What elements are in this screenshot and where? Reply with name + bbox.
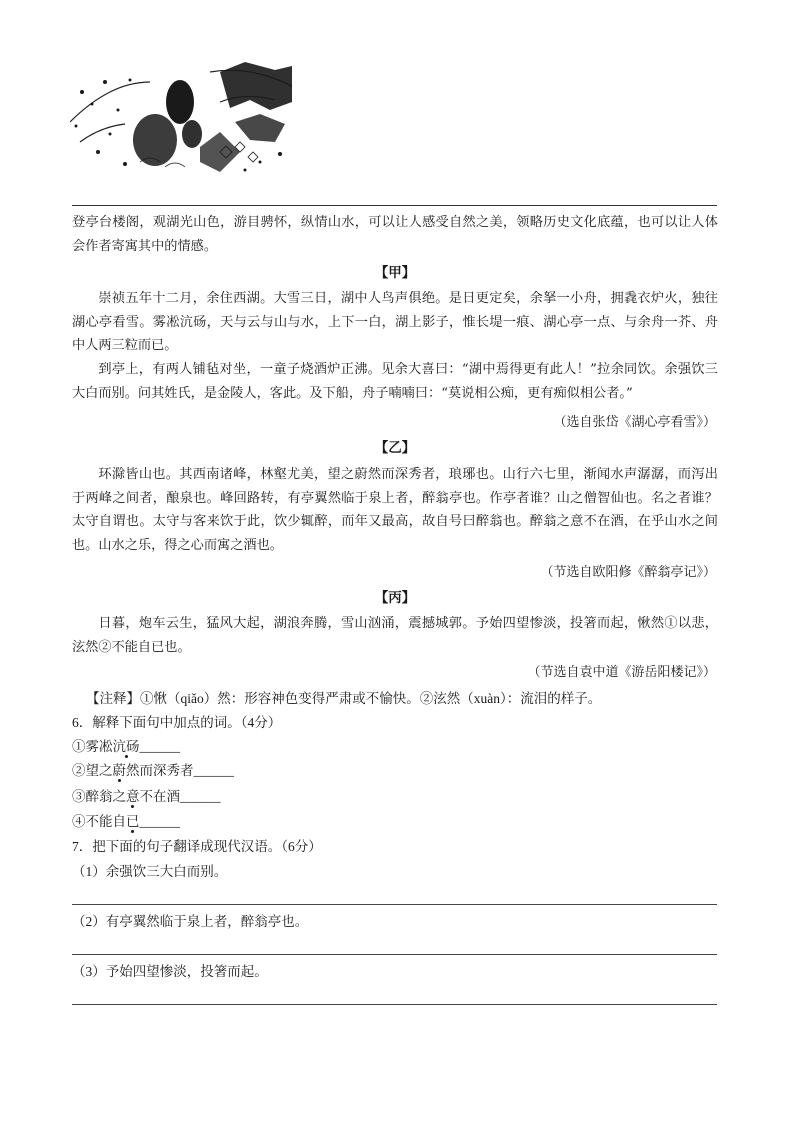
- question-6-item-2: [72, 760, 234, 782]
- answer-line-2[interactable]: [72, 954, 717, 955]
- question-7-item-3: （3）予始四望惨淡，投箸而起。: [72, 964, 268, 979]
- answer-blank[interactable]: ______: [139, 739, 180, 754]
- item-text: ③醉翁之: [72, 789, 126, 804]
- passage-c-source: （节选自袁中道《游岳阳楼记》）: [527, 665, 716, 680]
- ink-painting-illustration: [70, 62, 292, 176]
- answer-blank[interactable]: ______: [193, 763, 234, 778]
- question-6-item-3: [72, 786, 221, 808]
- question-7-title: 7．把下面的句子翻译成现代汉语。（6分）: [72, 839, 322, 854]
- item-text: 不在酒: [139, 789, 180, 804]
- passage-c-heading: 【丙】: [374, 590, 416, 606]
- passage-c-paragraph: 日暮，炮车云生，猛风大起，湖浪奔腾，雪山汹涌，震撼城郭。予始四望惨淡，投箸而起，愀然①以悲，泫然②不能自已也。: [72, 616, 718, 655]
- passage-b-heading: 【乙】: [374, 440, 416, 456]
- annotation-note: 【注释】①愀（qiǎo）然：形容神色变得严肃或不愉快。②泫然（xuàn）：流泪的样子。: [86, 691, 602, 706]
- dotted-word: 蔚: [112, 763, 126, 778]
- passage-a-paragraph-2: 到亭上，有两人铺毡对坐，一童子烧酒炉正沸。见余大喜曰：“湖中焉得更有此人！”拉余同饮。余强饮三大白而别。问其姓氏，是金陵人，客此。及下船，舟子喃喃曰：“莫说相公痴，更有痴似相公者。”: [72, 362, 718, 401]
- intro-text: 登亭台楼阁，观湖光山色，游目骋怀，纵情山水，可以让人感受自然之美，领略历史文化底蕴，也可以让人体会作者寄寓其中的情感。: [72, 215, 718, 254]
- passage-a-paragraph-1: 崇祯五年十二月，余住西湖。大雪三日，湖中人鸟声俱绝。是日更定矣，余拏一小舟，拥毳衣炉火，独往湖心亭看雪。雾凇沆砀，天与云与山与水，上下一白，湖上影子，惟长堤一痕、湖心亭一点、与余舟一芥、舟中人两三粒而已。: [72, 291, 718, 354]
- item-text: ①雾凇: [72, 739, 113, 754]
- dotted-word: 沆砀: [112, 739, 140, 754]
- passage-a-source: （选自张岱《湖心亭看雪》）: [553, 415, 716, 430]
- item-text: ④不能自: [72, 814, 126, 829]
- passage-b-paragraph: 环滁皆山也。其西南诸峰，林壑尤美，望之蔚然而深秀者，琅琊也。山行六七里，渐闻水声潺潺，而泻出于两峰之间者，酿泉也。峰回路转，有亭翼然临于泉上者，醉翁亭也。作亭者谁？山之僧智仙也。名之者谁？太守自谓也。太守与客来饮于此，饮少辄醉，而年又最高，故自号曰醉翁也。醉翁之意不在酒，在乎山水之间也。山水之乐，得之心而寓之酒也。: [72, 467, 718, 553]
- answer-blank[interactable]: ______: [139, 814, 180, 829]
- dotted-word: 意: [126, 789, 140, 804]
- question-6-title: 6．解释下面句中加点的词。（4分）: [72, 715, 282, 730]
- passage-b-source: （节选自欧阳修《醉翁亭记》）: [540, 565, 716, 580]
- question-6-item-4: [72, 811, 180, 833]
- question-7-item-1: （1）余强饮三大白而别。: [72, 864, 228, 879]
- dotted-word: 已: [126, 814, 140, 829]
- item-text: 然而深秀者: [126, 763, 194, 778]
- item-text: ②望之: [72, 763, 113, 778]
- question-7-item-2: （2）有亭翼然临于泉上者，醉翁亭也。: [72, 914, 309, 929]
- answer-blank[interactable]: ______: [180, 789, 221, 804]
- question-6-item-1: [72, 736, 180, 758]
- passage-a-heading: 【甲】: [374, 265, 416, 281]
- answer-line-3[interactable]: [72, 1004, 717, 1005]
- divider-line: [72, 205, 717, 206]
- answer-line-1[interactable]: [72, 904, 717, 905]
